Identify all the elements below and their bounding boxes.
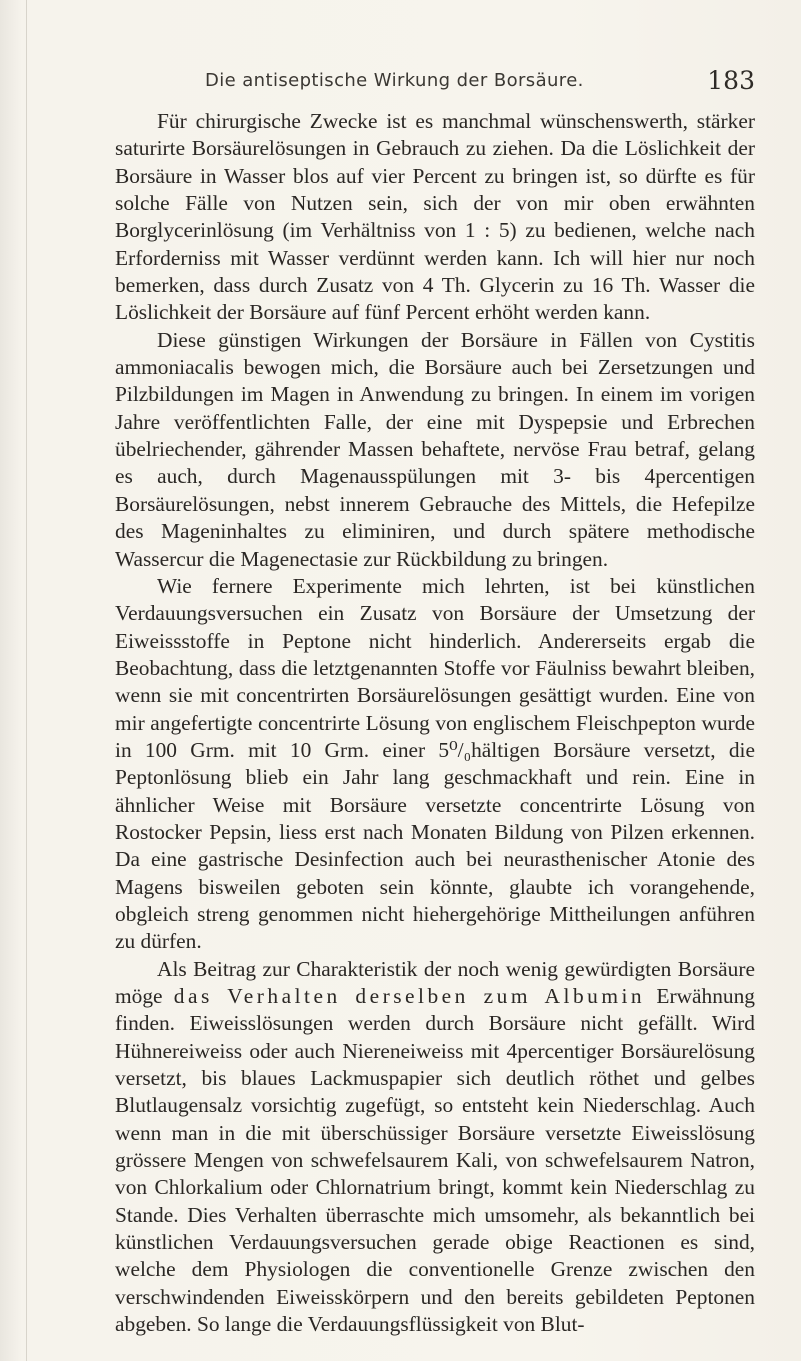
body-text — [115, 108, 755, 1338]
paragraph-surgical-use: Für chirurgische Zwecke ist es manchmal wünschenswerth, stärker saturirte Borsäurelösungen in Gebrauch zu ziehen. Da die Löslichkeit der Borsäure in Wasser blos auf vier Percent zu bringen ist, so dürfte es für solche Fälle von Nutzen sein, sich der von mir oben erwähnten Borglycerinlösung (im Verhältniss von 1 : 5) zu bedienen, welche nach Erforderniss mit Wasser verdünnt werden kann. Ich will hier nur noch bemerken, dass durch Zusatz von 4 Th. Glycerin zu 16 Th. Wasser die Löslichkeit der Borsäure auf fünf Percent erhöht werden kann. — [115, 109, 755, 325]
paragraph-cystitis-stomach: Diese günstigen Wirkungen der Borsäure in Fällen von Cystitis ammoniacalis bewogen mich, die Borsäure auch bei Zersetzungen und Pilzbildungen im Magen in Anwendung zu bringen. In einem im vorigen Jahre veröffentlichten Falle, der eine mit Dyspepsie und Erbrechen übelriechender, gährender Massen behaftete, nervöse Frau betraf, gelang es auch, durch Magenausspülungen mit 3- bis 4percentigen Borsäurelösungen, nebst innerem Gebrauche des Mittels, die Hefepilze des Mageninhaltes zu eliminiren, und durch spätere methodische Wassercur die Magenectasie zur Rückbildung zu bringen. — [115, 327, 755, 571]
albumin-text-rest: Erwähnung finden. Eiweisslösungen werden durch Borsäure nicht gefällt. Wird Hühnereiweiss oder auch Niereneiweiss mit 4percentiger Borsäurelösung versetzt, bis blaues Lackmuspapier sich deutlich röthet und gelbes Blutlaugensalz vorsichtig zugefügt, so entsteht kein Niederschlag. Auch wenn man in die mit überschüssiger Borsäure versetzte Eiweisslösung grössere Mengen von schwefelsaurem Kali, von schwefelsaurem Natron, von Chlorkalium oder Chlornatrium bringt, kommt kein Niederschlag zu Stande. Dies Verhalten überraschte mich umsomehr, als bekanntlich bei künstlichen Verdauungsversuchen gerade obige Reactionen es sind, welche dem Physiologen die conventionelle Grenze zwischen den verschwindenden Eiweisskörpern und den bereits gebildeten Peptonen abgeben. So lange die Verdauungsflüssigkeit von Blut- — [115, 984, 755, 1337]
paragraph-albumin-behaviour — [115, 956, 755, 1339]
albumin-text-start: Als Beitrag zur Charakteristik der noch wenig gewürdigten Borsäure möge — [115, 956, 755, 1008]
page-number: 183 — [707, 66, 755, 95]
albumin-emphasis: das Verhalten derselben zum Albumin — [173, 984, 646, 1008]
page-gutter-shadow — [26, 0, 27, 1361]
running-title: Die antiseptische Wirkung der Borsäure. — [205, 70, 584, 91]
page-header — [205, 66, 755, 102]
paragraph-digestion-experiments: Wie fernere Experimente mich lehrten, ist bei künstlichen Verdauungsversuchen ein Zusatz von Borsäure der Umsetzung der Eiweissstoffe in Peptone nicht hinderlich. Andererseits ergab die Beobachtung, dass die letztgenannten Stoffe vor Fäulniss bewahrt bleiben, wenn sie mit concentrirten Borsäurelösungen gesättigt wurden. Eine von mir angefertigte concentrirte Lösung von englischem Fleischpepton wurde in 100 Grm. mit 10 Grm. einer 5⁰/₀hältigen Borsäure versetzt, die Peptonlösung blieb ein Jahr lang geschmackhaft und rein. Eine in ähnlicher Weise mit Borsäure versetzte concentrirte Lösung von Rostocker Pepsin, liess erst nach Monaten Bildung von Pilzen erkennen. Da eine gastrische Desinfection auch bei neurasthenischer Atonie des Magens bisweilen geboten sein könnte, glaubte ich vorangehende, obgleich streng genommen nicht hiehergehörige Mittheilungen anführen zu dürfen. — [115, 573, 755, 954]
